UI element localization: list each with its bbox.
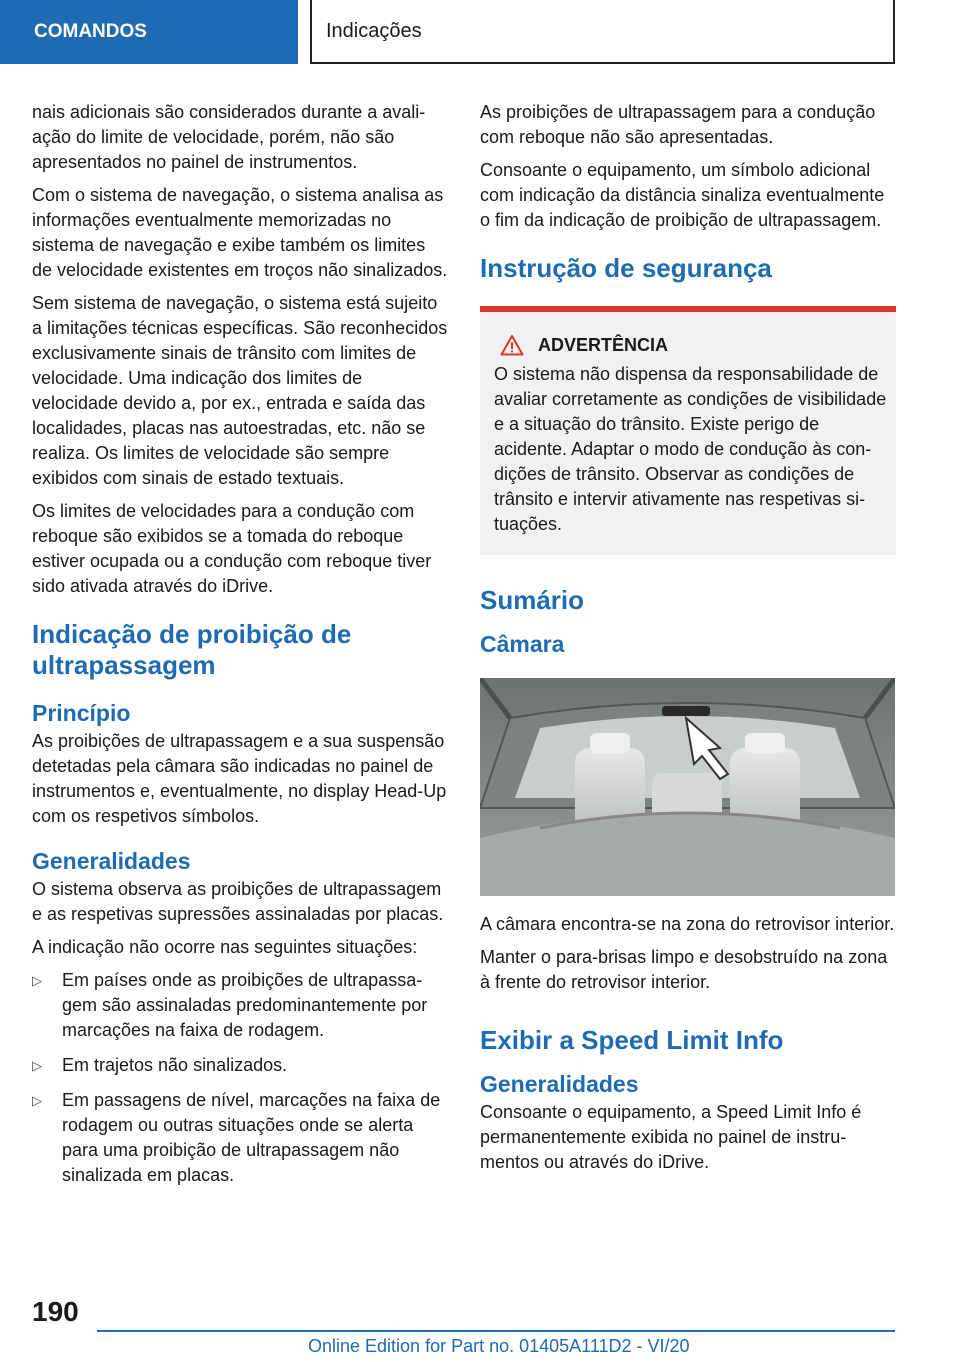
left-column [32, 100, 448, 1198]
right-column [480, 100, 896, 1183]
heading-principle: Princípio [32, 700, 131, 726]
edition-info: Online Edition for Part no. 01405A111D2 - VI/20 [308, 1336, 690, 1356]
paragraph: As proibições de ultrapassagem para a condução com reboque não são apresentadas. [480, 102, 876, 147]
paragraph: A câmara encontra-se na zona do retrovisor interior. [480, 914, 895, 934]
list-item: ▷ Em passagens de nível, marcações na faixa de rodagem ou outras situações onde se alerta para uma proibição de ultrapassagem não sinalizada em placas. [32, 1090, 441, 1185]
paragraph: As proibições de ultrapassagem e a sua suspensão detetadas pela câmara são indicadas no painel de instrumentos e, eventualmente, no display Head-Up com os respetivos símbolos. [32, 731, 447, 826]
camera-location-image [480, 678, 895, 896]
chapter-header [310, 0, 895, 64]
warning-triangle-icon [500, 334, 524, 356]
warning-text: O sistema não dispensa da responsabilidade de avaliar corretamente as condições de visibilidade e a situação do trânsito. Existe perigo de acidente. Adaptar o modo de condução às condições de trânsito. Observar as condições de trânsito e intervir ativamente nas respetivas situações. [494, 364, 887, 534]
paragraph: Manter o para-brisas limpo e desobstruído na zona à frente do retrovisor interior. [480, 947, 888, 992]
section-title: COMANDOS [34, 21, 147, 42]
paragraph: Sem sistema de navegação, o sistema está sujeito a limitações técnicas específicas. São reconhecidos exclusivamente sinais de trânsito com limites de velocidade. Uma indicação dos limites de velocidade devido a, por ex., entrada e saída das localidades, placas nas autoestradas, etc. não se realiza. Os limites de velocidade são sempre exibidos com sinais de estado textuais. [32, 293, 448, 488]
paragraph: Consoante o equipamento, a Speed Limit Info é permanentemente exibida no painel de instrumentos ou através do iDrive. [480, 1102, 862, 1172]
chapter-title: Indicações [326, 19, 422, 42]
triangle-bullet-icon: ▷ [32, 1058, 42, 1073]
heading-general: Generalidades [32, 848, 191, 874]
heading-camera: Câmara [480, 631, 565, 657]
warning-title [488, 334, 888, 356]
list-item: ▷ Em países onde as proibições de ultrapassagem são assinaladas predominantemente por marcações na faixa de rodagem. [32, 970, 428, 1040]
paragraph: nais adicionais são considerados durante a avaliação do limite de velocidade, porém, não são apresentados no painel de instrumentos. [32, 102, 426, 172]
page-number: 190 [32, 1296, 79, 1327]
heading-display-speed-limit: Exibir a Speed Limit Info [480, 1025, 784, 1055]
heading-general: Generalidades [480, 1071, 639, 1097]
triangle-bullet-icon: ▷ [32, 1093, 42, 1108]
paragraph: Consoante o equipamento, um símbolo adicional com indicação da distância sinaliza eventualmente o fim da indicação de proibição de ultrapassagem. [480, 160, 885, 230]
heading-summary: Sumário [480, 585, 585, 615]
situation-list [32, 968, 448, 1188]
heading-overtaking-indication: Indicação de proibição de ultrapassagem [32, 619, 352, 680]
paragraph: O sistema observa as proibições de ultrapassagem e as respetivas supressões assinaladas por placas. [32, 879, 444, 924]
footer-divider [97, 1330, 895, 1332]
warning-box [480, 306, 896, 555]
paragraph: Com o sistema de navegação, o sistema analisa as informações eventualmente memorizadas no sistema de navegação e exibe também os limites de velocidade existentes em troços não sinalizados. [32, 185, 448, 280]
section-tab [0, 0, 298, 64]
list-item: ▷ Em trajetos não sinalizados. [32, 1053, 448, 1078]
triangle-bullet-icon: ▷ [32, 973, 42, 988]
heading-safety-instruction: Instrução de segurança [480, 253, 772, 283]
paragraph: Os limites de velocidades para a condução com reboque são exibidos se a tomada do reboque estiver ocupada ou a condução com reboque tiver sido ativada através do iDrive. [32, 501, 432, 596]
paragraph: A indicação não ocorre nas seguintes situações: [32, 937, 418, 957]
warning-label: ADVERTÊNCIA [538, 334, 669, 355]
